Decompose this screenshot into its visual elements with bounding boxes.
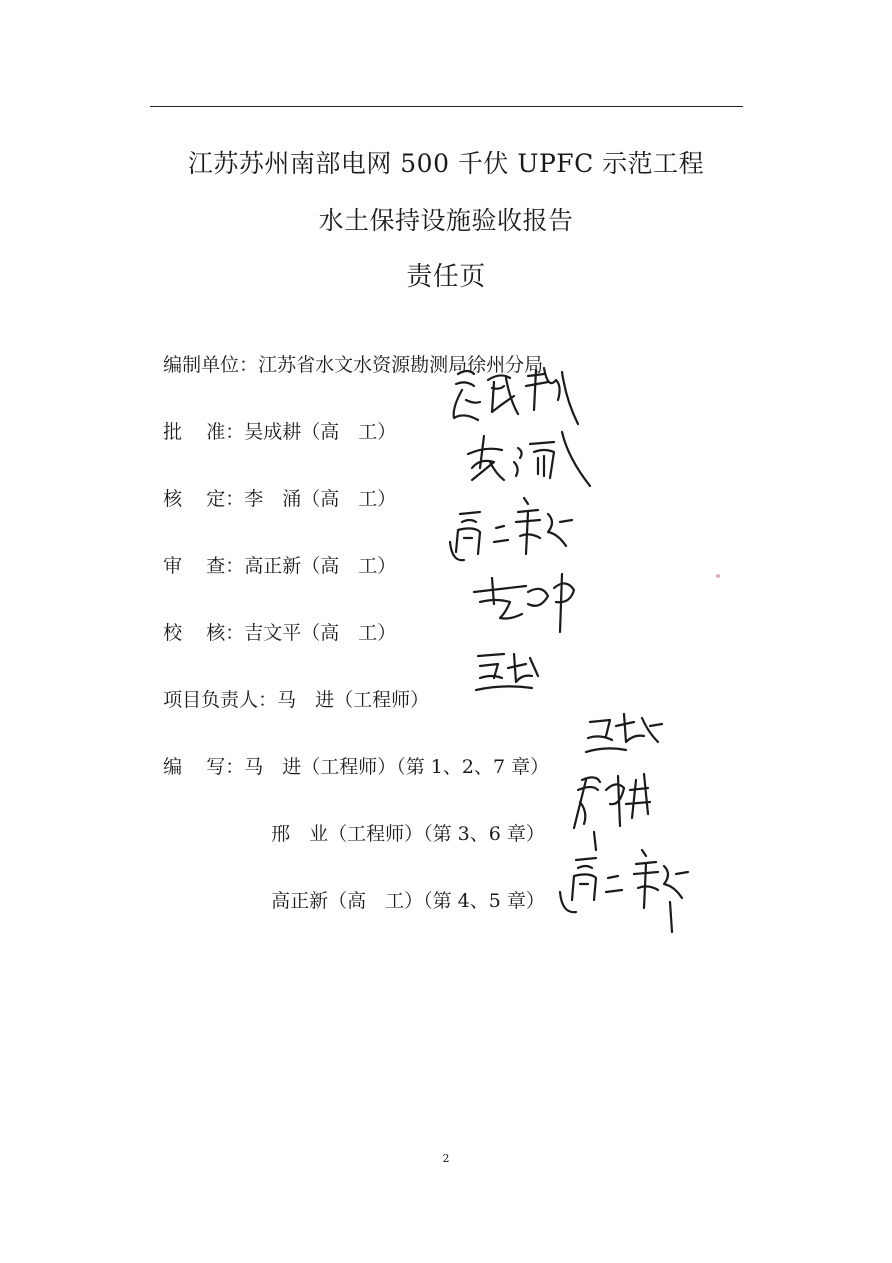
writer-row-3 — [259, 856, 545, 916]
checker-label: 核 定： — [163, 488, 245, 510]
writer3-value: 高正新（高 工）（第 4、5 章） — [271, 890, 545, 912]
reviewer-label: 审 查： — [163, 555, 245, 577]
header-rule — [150, 106, 743, 107]
writer-label: 编 写： — [163, 756, 245, 778]
document-title-line1: 江苏苏州南部电网 500 千伏 UPFC 示范工程 — [187, 149, 705, 178]
reviewer-signature — [440, 492, 590, 572]
document-title-line3: 责任页 — [406, 262, 486, 292]
reviewer-row — [151, 521, 396, 581]
document-title-line2: 水土保持设施验收报告 — [318, 206, 574, 235]
writer-row-1 — [151, 722, 549, 782]
project-lead-signature — [474, 648, 554, 700]
scan-speck — [716, 574, 720, 578]
approver-label: 批 准： — [163, 421, 245, 443]
proofreader-signature — [470, 566, 600, 640]
approver-row — [151, 387, 396, 447]
writer3-signature — [546, 842, 696, 940]
project-lead-label: 项目负责人： — [163, 689, 278, 711]
unit-value: 江苏省水文水资源勘测局徐州分局 — [258, 354, 544, 376]
approver-signature — [444, 360, 584, 434]
writer-row-2 — [259, 789, 545, 849]
writer2-value: 邢 业（工程师）（第 3、6 章） — [271, 823, 545, 845]
page-number: 2 — [442, 1152, 450, 1165]
writer1-signature — [586, 712, 666, 762]
proofreader-value: 吉文平（高 工） — [244, 622, 397, 644]
checker-row — [151, 454, 396, 514]
writer1-value: 马 进（工程师）（第 1、2、7 章） — [244, 756, 550, 778]
checker-signature — [458, 428, 598, 494]
approver-value: 吴成耕（高 工） — [244, 421, 397, 443]
project-lead-value: 马 进（工程师） — [277, 689, 430, 711]
reviewer-value: 高正新（高 工） — [244, 555, 397, 577]
proofreader-label: 校 核： — [163, 622, 245, 644]
project-lead-row — [151, 655, 429, 715]
unit-label: 编制单位： — [163, 354, 259, 376]
checker-value: 李 涌（高 工） — [244, 488, 397, 510]
proofreader-row — [151, 588, 396, 648]
